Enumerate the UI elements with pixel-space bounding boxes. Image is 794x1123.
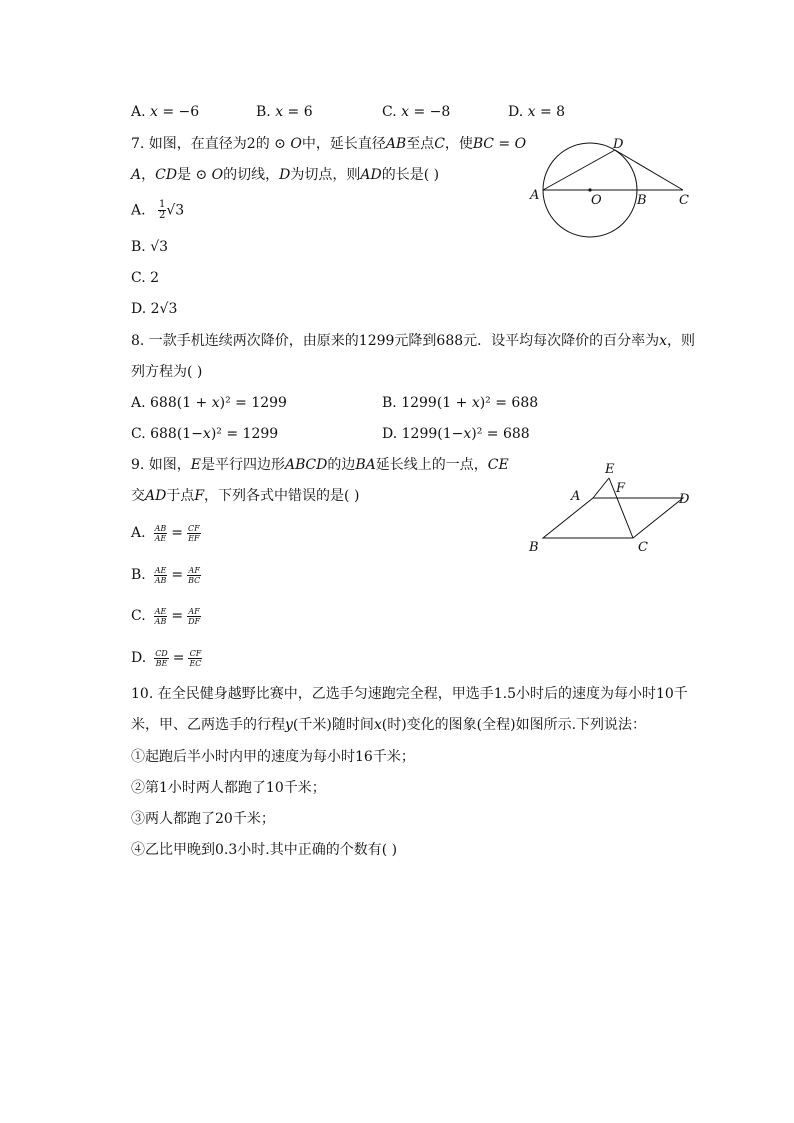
right-fraction <box>188 649 202 668</box>
q8-stem-line2: 列方程为( ) <box>131 364 203 380</box>
q10-stem-line2: 米，甲、乙两选手的行程𝑦(千米)随时间𝑥(时)变化的图象(全程)如图所示.下列说法： <box>131 717 647 733</box>
left-fraction <box>154 607 168 626</box>
q9-stem-line1: 9. 如图，𝐸是平行四边形𝐴𝐵𝐶𝐷的边𝐵𝐴延长线上的一点，𝐶𝐸 <box>131 457 509 473</box>
fraction-denominator: EC <box>189 658 202 668</box>
label-a: A <box>530 188 540 203</box>
q7-option-c[interactable]: C. 2 <box>131 270 160 286</box>
fraction-numerator: AE <box>154 606 167 616</box>
q9-option-b[interactable] <box>131 565 201 585</box>
label-e: E <box>605 462 615 477</box>
q9-option-label: C. <box>131 608 146 624</box>
q9-stem-line2: 交𝐴𝐷于点𝐹，下列各式中错误的是( ) <box>131 488 360 504</box>
label-o: O <box>591 193 602 208</box>
q10-stem-line1: 10. 在全民健身越野比赛中，乙选手匀速跑完全程，甲选手1.5小时后的速度为每小时10千 <box>131 686 688 702</box>
fraction-numerator: AB <box>154 523 167 533</box>
fraction-denominator: AE <box>154 533 167 543</box>
q7-option-a[interactable] <box>131 200 184 221</box>
equals-sign: = <box>171 608 184 624</box>
right-fraction <box>187 524 201 543</box>
q10-statement-3: ③两人都跑了20千米； <box>131 811 275 827</box>
left-fraction <box>154 524 168 543</box>
fraction-denominator: BE <box>155 658 168 668</box>
left-fraction <box>154 566 168 585</box>
label-b: B <box>637 193 647 208</box>
parallelogram-abcd <box>543 498 683 538</box>
fraction-denominator: EF <box>188 533 200 543</box>
q8-stem-line1: 8. 一款手机连续两次降价，由原来的1299元降到688元．设平均每次降价的百分率为𝑥，则 <box>131 333 696 349</box>
fraction-denominator: 2 <box>159 210 166 221</box>
q10-statement-4: ④乙比甲晚到0.3小时.其中正确的个数有( ) <box>131 842 398 858</box>
q7-stem-line1: 7. 如图，在直径为2的 ⊙ 𝑂中，延长直径𝐴𝐵至点𝐶，使𝐵𝐶 = 𝑂 <box>131 136 527 152</box>
equals-sign: = <box>172 650 185 666</box>
q7-option-a-label: A. <box>131 202 146 219</box>
right-fraction <box>187 607 201 626</box>
q6-option-c[interactable]: C. 𝑥 = −8 <box>382 104 451 120</box>
extension-ae <box>593 478 609 498</box>
q9-option-d[interactable] <box>131 648 202 668</box>
fraction-denominator: AB <box>154 616 167 626</box>
label-b: B <box>529 540 539 555</box>
q9-option-label: A. <box>131 525 146 541</box>
label-d: D <box>613 137 624 152</box>
fraction-numerator: 1 <box>159 199 166 210</box>
right-fraction <box>187 566 201 585</box>
q9-parallelogram-figure <box>525 458 705 558</box>
q7-stem-line2: 𝐴，𝐶𝐷是 ⊙ 𝑂的切线，𝐷为切点，则𝐴𝐷的长是( ) <box>131 167 440 183</box>
fraction-denominator: BC <box>188 575 201 585</box>
q7-option-a-radical: √3 <box>166 202 185 219</box>
label-c: C <box>638 540 648 555</box>
fraction-numerator: CF <box>189 648 202 658</box>
q10-statement-2: ②第1小时两人都跑了10千米； <box>131 780 326 796</box>
tangent-cd <box>615 150 683 190</box>
q9-option-a[interactable] <box>131 523 201 543</box>
q6-option-a[interactable]: A. 𝑥 = −6 <box>131 104 200 120</box>
q9-option-label: D. <box>131 650 147 666</box>
fraction-numerator: CF <box>187 523 200 533</box>
left-fraction <box>154 649 169 668</box>
fraction-numerator: AF <box>188 606 200 616</box>
q8-option-d[interactable]: D. 1299(1−𝑥)² = 688 <box>382 426 530 442</box>
label-c: C <box>679 193 689 208</box>
q7-circle-figure <box>525 135 705 245</box>
q8-option-c[interactable]: C. 688(1−𝑥)² = 1299 <box>131 426 279 442</box>
q10-statement-1: ①起跑后半小时内甲的速度为每小时16千米； <box>131 749 415 765</box>
equals-sign: = <box>171 567 184 583</box>
q6-option-d[interactable]: D. 𝑥 = 8 <box>508 104 566 120</box>
center-dot <box>588 188 591 191</box>
q6-options <box>131 102 651 122</box>
label-f: F <box>616 481 626 496</box>
label-d: D <box>679 492 690 507</box>
q9-option-label: B. <box>131 567 146 583</box>
q6-option-b[interactable]: B. 𝑥 = 6 <box>256 104 313 120</box>
q8-option-b[interactable]: B. 1299(1 + 𝑥)² = 688 <box>382 395 539 411</box>
q8-option-a[interactable]: A. 688(1 + 𝑥)² = 1299 <box>131 395 287 411</box>
equals-sign: = <box>171 525 183 541</box>
fraction-denominator: AB <box>154 575 167 585</box>
q7-option-b[interactable]: B. √3 <box>131 239 169 255</box>
fraction-numerator: AE <box>154 565 167 575</box>
fraction-numerator: AF <box>188 565 200 575</box>
chord-ad <box>543 150 615 190</box>
q7-option-d[interactable]: D. 2√3 <box>131 301 178 317</box>
fraction-numerator: CD <box>155 648 168 658</box>
q9-option-c[interactable] <box>131 606 201 626</box>
label-a: A <box>571 489 581 504</box>
fraction-denominator: DF <box>188 616 201 626</box>
